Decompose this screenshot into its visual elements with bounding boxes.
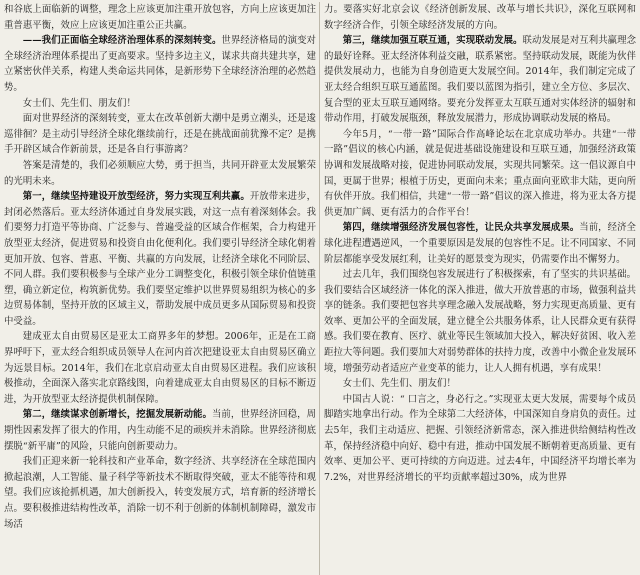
paragraph <box>4 111 316 158</box>
paragraph <box>4 2 316 33</box>
section-heading: 第三，继续加强互联互通，实现联动发展。 <box>342 35 523 47</box>
paragraph <box>324 2 636 33</box>
section-heading: 第四，继续增强经济发展包容性，让民众共享发展成果。 <box>342 222 580 234</box>
paragraph-text: 过去几年，我们围绕包容发展进行了积极探索，有了坚实的共识基础。我们要结合区域经济一体化的深入推进，做大开放普惠的市场，做强利益共享的链条。我们要把包容共享理念融入发展战略，努力实现更高质量、更有效率、更加公平的全面发展，建立健全公共服务体系，让人民群众更有获得感。我们要在教育、医疗、就业等民生领域加大投入，解决好贫困、收入差距拉大等问题。我们要加大对弱势群体的扶持力度，改善中小微企业发展环境，增强劳动者适应产业变革的能力，让人人拥有机遇，享有成果！ <box>324 269 636 374</box>
paragraph <box>324 220 636 267</box>
paragraph <box>324 392 636 486</box>
section-heading: ——我们正面临全球经济治理体系的深刻转变。 <box>22 35 222 47</box>
paragraph-text: 女士们、先生们、朋友们！ <box>342 378 456 390</box>
paragraph-text: 和谷底上面临新的调整，理念上应该更加注重开放包容，方向上应该更加注重普惠平衡，效应上应该更加注重公正共赢。 <box>4 4 316 31</box>
left-column <box>4 2 316 575</box>
paragraph-text: 联动发展是对互利共赢理念的最好诠释。亚太经济体利益交融，联系紧密。坚持联动发展，既能为伙伴提供发展动力，也能为自身创造更大发展空间。2014年，我们制定完成了亚太经合组织互联互通蓝图。我们要以蓝图为指引，建立全方位、多层次、复合型的亚太互联互通网络。要充分发挥亚太互联互通对实体经济的辐射和带动作用，打破发展瓶颈，释放发展潜力，形成协调联动发展的格局。 <box>324 35 636 125</box>
paragraph-text: 开放带来进步，封闭必然落后。亚太经济体通过自身发展实践，对这一点有着深刻体会。我们要努力打造平等协商、广泛参与、普遍受益的区域合作框架，合力构建开放型亚太经济，促进贸易和投资自由化便利化。我们要引导经济全球化朝着更加开放、包容、普惠、平衡、共赢的方向发展，让经济全球化不同阶层、不同人群。我们要积极参与全球产业分工调整变化，积极引领全球价值链重塑，确立新定位，构筑新优势。我们要坚定维护以世界贸易组织为核心的多边贸易体制，坚持开放的区域主义，帮助发展中成员更多从国际贸易和投资中受益。 <box>4 191 316 327</box>
paragraph-text: 当前，经济全球化进程遭遇逆风，一个重要原因是发展的包容性不足。让不同国家、不同阶层都能享受发展红利，让美好的愿景变为现实，仍需要作出不懈努力。 <box>324 222 636 265</box>
paragraph <box>324 267 636 376</box>
paragraph-text: 当前，世界经济回稳，周期性因素发挥了很大的作用，内生动能不足的顽疾并未消除。世界经济彻底摆脱“新平庸”的风险，只能向创新要动力。 <box>4 409 316 452</box>
paragraph-text: 面对世界经济的深刻转变，亚太在改革创新大潮中是勇立潮头，还是逡巡徘徊？是主动引导经济全球化继续前行，还是在挑战面前犹豫不定？是携手开辟区域合作新前景，还是各自行事游离？ <box>4 113 316 156</box>
paragraph-text: 女士们、先生们、朋友们！ <box>22 97 136 109</box>
column-divider <box>319 2 320 575</box>
paragraph <box>4 407 316 454</box>
paragraph-text: 世界经济格局的演变对全球经济治理体系提出了更高要求。坚持多边主义，谋求共商共建共享，建立紧密伙伴关系，构建人类命运共同体，是新形势下全球经济治理的必然趋势。 <box>4 35 316 93</box>
paragraph-text: 答案是清楚的，我们必须顺应大势，勇于担当，共同开辟亚太发展繁荣的光明未来。 <box>4 159 316 187</box>
right-column <box>324 2 636 575</box>
paragraph <box>4 158 316 189</box>
paragraph-text: 建成亚太自由贸易区是亚太工商界多年的梦想。2006年，正是在工商界呼吁下，亚太经合组织成员领导人在河内首次把建设亚太自由贸易区确立为远景目标。2014年，我们在北京启动亚太自由贸易区进程。我们应该积极推动，全面深入落实北京路线图，向着建成亚太自由贸易区的目标不断迈进，为开放型亚太经济提供机制保障。 <box>4 331 316 405</box>
section-heading: 第一，继续坚持建设开放型经济，努力实现互利共赢。 <box>22 191 250 203</box>
paragraph <box>4 189 316 329</box>
paragraph <box>324 33 636 127</box>
paragraph <box>324 376 636 392</box>
section-heading: 第二，继续谋求创新增长，挖掘发展新动能。 <box>22 409 212 421</box>
paragraph <box>4 454 316 532</box>
paragraph-text: 中国古人说：“ 口言之，身必行之。”实现亚太更大发展，需要每个成员脚踏实地拿出行动。作为全球第二大经济体，中国深知自身肩负的责任。过去5年，我们主动适应、把握、引领经济新常态，深入推进供给侧结构性改革，保持经济稳中向好、稳中有进，推动中国发展不断朝着更高质量、更有效率、更加公平、更可持续的方向迈进。过去4年，中国经济平均增长率为7.2%，对世界经济增长的平均贡献率超过30%，成为世界 <box>324 393 636 483</box>
paragraph-text: 今年5月，“一带一路”国际合作高峰论坛在北京成功举办。共建“一带一路”倡议的核心内涵，就是促进基础设施建设和互联互通，加强经济政策协调和发展战略对接，促进协同联动发展，实现共同繁荣。这一倡议源自中国，更属于世界；根植于历史，更面向未来；重点面向亚欧非大陆，更向所有伙伴开放。我们相信，共建“一带一路”倡议的深入推进，将为亚太各方提供更加广阔、更有活力的合作平台！ <box>324 128 636 218</box>
paragraph <box>324 127 636 221</box>
paragraph <box>4 33 316 95</box>
paragraph <box>4 96 316 112</box>
paragraph <box>4 329 316 407</box>
paragraph-text: 我们正迎来新一轮科技和产业革命，数字经济、共享经济在全球范围内掀起浪潮，人工智能、量子科学等新技术不断取得突破，亚太不能等待和观望。我们应该抢抓机遇，加大创新投入，转变发展方式，培育新的经济增长点。要积极推进结构性改革，消除一切不利于创新的体制机制障碍，激发市场活 <box>4 456 316 530</box>
paragraph-text: 力。要落实好北京会议《经济创新发展、改革与增长共识》，深化互联网和数字经济合作，引领全球经济发展的方向。 <box>324 4 636 31</box>
